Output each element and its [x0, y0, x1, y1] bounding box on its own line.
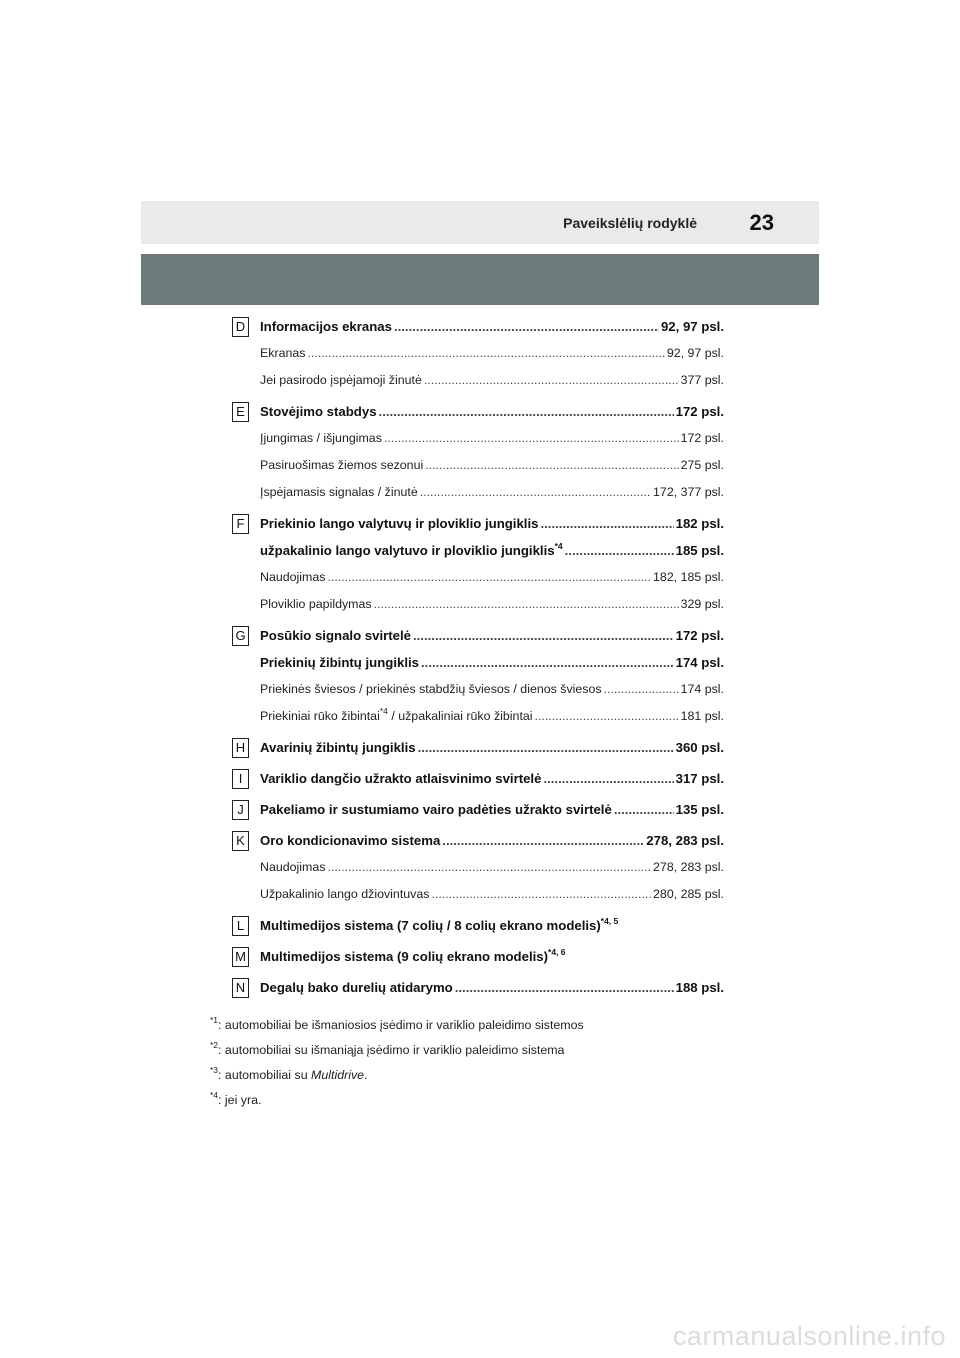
- entry-label: Jei pasirodo įspėjamoji žinutė: [260, 373, 422, 387]
- section-letter-box: M: [232, 947, 249, 967]
- section-banner: [141, 254, 819, 305]
- dot-leader: [424, 367, 679, 394]
- index-entry-d: [229, 313, 724, 394]
- footnotes: [210, 1013, 730, 1113]
- footnote: $^{*4}$: jei yra.: [210, 1090, 262, 1107]
- index-main-row: [229, 510, 724, 537]
- dot-leader: [604, 676, 679, 703]
- index-entry-h: [229, 734, 724, 761]
- index-main-row: [229, 912, 724, 939]
- footnote-ref: *4: [379, 706, 388, 716]
- dot-leader: [384, 425, 679, 452]
- entry-label: Posūkio signalo svirtelė: [260, 628, 411, 643]
- dot-leader: [327, 854, 651, 881]
- entry-label: Priekinių žibintų jungiklis: [260, 655, 419, 670]
- index-main-row: [229, 765, 724, 792]
- index-entry-g: [229, 622, 724, 730]
- index-entry-m: [229, 943, 724, 970]
- section-letter-box: K: [232, 831, 249, 851]
- index-sub-row: [229, 676, 724, 703]
- dot-leader: [540, 510, 673, 537]
- page-reference: 188 psl.: [675, 980, 724, 995]
- index-main-row: [229, 537, 724, 564]
- page-reference: 182 psl.: [675, 516, 724, 531]
- index-sub-row: [229, 854, 724, 881]
- dot-leader: [421, 649, 674, 676]
- dot-leader: [379, 398, 674, 425]
- entry-label: Naudojimas: [260, 860, 326, 874]
- entry-label: Įjungimas / išjungimas: [260, 431, 382, 445]
- entry-label: Informacijos ekranas: [260, 319, 392, 334]
- section-letter-box: F: [232, 514, 249, 534]
- dot-leader: [614, 796, 674, 823]
- index-main-row: [229, 649, 724, 676]
- index-main-row: [229, 398, 724, 425]
- dot-leader: [455, 974, 674, 1001]
- page-reference: 317 psl.: [675, 771, 724, 786]
- index-sub-row: [229, 425, 724, 452]
- page-reference: 275 psl.: [680, 458, 724, 472]
- page-reference: 278, 283 psl.: [646, 833, 724, 848]
- dot-leader: [413, 622, 674, 649]
- page-reference: 182, 185 psl.: [653, 570, 724, 584]
- index-sub-row: [229, 881, 724, 908]
- page-header: [141, 201, 819, 244]
- entry-label: Oro kondicionavimo sistema: [260, 833, 441, 848]
- dot-leader: [425, 452, 678, 479]
- dot-leader: [394, 313, 659, 340]
- dot-leader: [327, 564, 651, 591]
- section-letter-box: H: [232, 738, 249, 758]
- entry-label: Pakeliamo ir sustumiamo vairo padėties užrakto svirtelė: [260, 802, 612, 817]
- footnote: $^{*2}$: automobiliai su išmaniąja įsėdimo ir variklio paleidimo sistema: [210, 1040, 565, 1057]
- index-entry-e: [229, 398, 724, 506]
- index-main-row: [229, 974, 724, 1001]
- dot-leader: [420, 479, 651, 506]
- page-reference: 172 psl.: [675, 404, 724, 419]
- page-reference: 181 psl.: [680, 709, 724, 723]
- entry-label: Multimedijos sistema (7 colių / 8 colių ekrano modelis)$^{*4, 5}$: [260, 916, 619, 933]
- footnote: $^{*1}$: automobiliai be išmaniosios įsėdimo ir variklio paleidimo sistemos: [210, 1015, 584, 1032]
- section-letter-box: I: [232, 769, 249, 789]
- footnote-ref: *4: [554, 541, 563, 551]
- page-reference: 360 psl.: [675, 740, 724, 755]
- entry-label: Multimedijos sistema (9 colių ekrano modelis)$^{*4, 6}$: [260, 947, 566, 964]
- entry-label: Degalų bako durelių atidarymo: [260, 980, 453, 995]
- index-main-row: [229, 796, 724, 823]
- entry-label: Stovėjimo stabdys: [260, 404, 377, 419]
- index-list: [229, 313, 724, 1005]
- dot-leader: [442, 827, 644, 854]
- page-reference: 135 psl.: [675, 802, 724, 817]
- entry-label: Priekiniai rūko žibintai$^{*4}$ / užpakaliniai rūko žibintai: [260, 706, 533, 723]
- index-sub-row: [229, 452, 724, 479]
- page-reference: 92, 97 psl.: [666, 346, 724, 360]
- dot-leader: [535, 703, 679, 730]
- entry-label: Variklio dangčio užrakto atlaisvinimo svirtelė: [260, 771, 542, 786]
- header-title: Paveikslėlių rodyklė: [563, 215, 697, 231]
- page-number: 23: [749, 210, 774, 235]
- index-sub-row: [229, 367, 724, 394]
- dot-leader: [565, 537, 674, 564]
- index-entry-i: [229, 765, 724, 792]
- index-main-row: [229, 943, 724, 970]
- entry-label: Priekinio lango valytuvų ir ploviklio jungiklis: [260, 516, 539, 531]
- index-sub-row: [229, 564, 724, 591]
- watermark: carmanualsonline.info: [672, 1321, 946, 1351]
- entry-label: Avarinių žibintų jungiklis: [260, 740, 416, 755]
- index-sub-row: [229, 703, 724, 730]
- index-main-row: [229, 313, 724, 340]
- section-letter-box: G: [232, 626, 249, 646]
- page-reference: 172 psl.: [675, 628, 724, 643]
- section-letter-box: J: [232, 800, 249, 820]
- index-main-row: [229, 622, 724, 649]
- entry-label: Užpakalinio lango džiovintuvas: [260, 887, 430, 901]
- entry-label: Ekranas: [260, 346, 306, 360]
- index-entry-k: [229, 827, 724, 908]
- index-sub-row: [229, 340, 724, 367]
- section-letter-box: L: [232, 916, 249, 936]
- entry-label: Pasiruošimas žiemos sezonui: [260, 458, 424, 472]
- entry-label: Ploviklio papildymas: [260, 597, 372, 611]
- page-reference: 185 psl.: [675, 543, 724, 558]
- section-letter-box: E: [232, 402, 249, 422]
- page-reference: 278, 283 psl.: [653, 860, 724, 874]
- index-sub-row: [229, 591, 724, 618]
- index-entry-j: [229, 796, 724, 823]
- index-main-row: [229, 734, 724, 761]
- page-reference: 92, 97 psl.: [660, 319, 724, 334]
- entry-label: užpakalinio lango valytuvo ir ploviklio jungiklis$^{*4}$: [260, 541, 563, 558]
- index-sub-row: [229, 479, 724, 506]
- dot-leader: [543, 765, 673, 792]
- index-entry-f: [229, 510, 724, 618]
- entry-label: Priekinės šviesos / priekinės stabdžių šviesos / dienos šviesos: [260, 682, 602, 696]
- index-entry-n: [229, 974, 724, 1001]
- section-letter-box: N: [232, 978, 249, 998]
- footnote-ref: *4, 5: [600, 916, 619, 926]
- page-reference: 172, 377 psl.: [653, 485, 724, 499]
- index-entry-l: [229, 912, 724, 939]
- dot-leader: [418, 734, 674, 761]
- page-reference: 174 psl.: [675, 655, 724, 670]
- dot-leader: [374, 591, 679, 618]
- footnote: $^{*3}$: automobiliai su Multidrive.: [210, 1065, 368, 1082]
- entry-label: Įspėjamasis signalas / žinutė: [260, 485, 418, 499]
- page-reference: 280, 285 psl.: [653, 887, 724, 901]
- page-reference: 174 psl.: [680, 682, 724, 696]
- index-main-row: [229, 827, 724, 854]
- footnote-ref: *4, 6: [548, 947, 566, 957]
- dot-leader: [307, 340, 664, 367]
- section-letter-box: D: [232, 317, 249, 337]
- page-reference: 172 psl.: [680, 431, 724, 445]
- entry-label: Naudojimas: [260, 570, 326, 584]
- page-reference: 329 psl.: [680, 597, 724, 611]
- dot-leader: [431, 881, 651, 908]
- page-reference: 377 psl.: [680, 373, 724, 387]
